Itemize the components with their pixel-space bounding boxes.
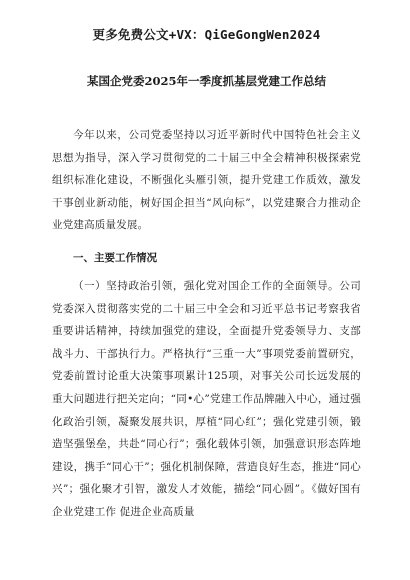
document-title: 某国企党委2025年一季度抓基层党建工作总结 [86,74,326,88]
promo-banner: 更多免费公文+VX：QiGeGongWen2024 [92,27,321,42]
section-heading: 一、主要工作情况 [73,251,157,264]
intro-paragraph: 今年以来，公司党委坚持以习近平新时代中国特色社会主义思想为指导，深入学习贯彻党的二十届三中全会精神积极探索党组织标准化建设，不断强化头雁引领，提升党建工作质效，激发干事创业新动能，树好国企担当“风向标”，以党建聚合力推动企业党建高质量发展。 [52,129,361,232]
section-paragraph: （一）坚持政治引领，强化党对国企工作的全面领导。公司党委深入贯彻落实党的二十届三中全会和习近平总书记考察我省重要讲话精神，持续加强党的建设，全面提升党委领导力、支部战斗力、干部执行力。严格执行“三重一大”事项党委前置研究，党委前置讨论重大决策事项累计125项，对事关公司长远发展的重大问题进行把关定向；“同•心”党建工作品牌融入中心，通过强化政治引领，凝聚发展共识，厚植“同心红”；强化党建引领，锻造坚强堡垒，共赴“同心行”；强化载体引领，加强意识形态阵地建设，携手“同心干”；强化机制保障，营造良好生态，推进“同心兴”；强化聚才引智，激发人才效能，描绘“同心圆”。《做好国有企业党建工作 促进企业高质量 [52,279,361,518]
